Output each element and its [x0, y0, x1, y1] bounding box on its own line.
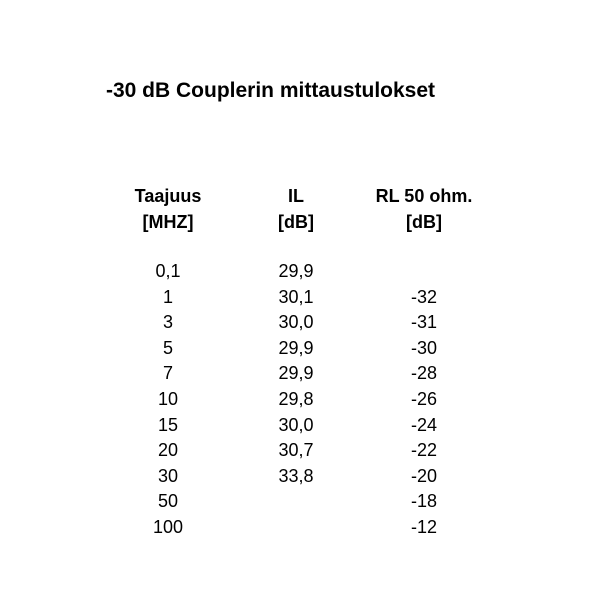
- column-header-frequency: Taajuus: [134, 186, 202, 206]
- cell-rl: -28: [410, 363, 437, 384]
- cell-rl: -20: [410, 465, 437, 486]
- cell-il: 29,8: [278, 389, 314, 409]
- cell-frequency: 50: [157, 491, 179, 512]
- cell-frequency: 30: [157, 465, 179, 486]
- cell-rl: -12: [410, 517, 437, 537]
- cell-rl: -26: [410, 389, 437, 409]
- cell-frequency: 20: [157, 440, 179, 461]
- cell-il: 30,1: [278, 286, 314, 307]
- cell-frequency: 5: [162, 337, 173, 358]
- cell-il: 30,0: [278, 414, 314, 435]
- cell-frequency: 0,1: [155, 261, 181, 281]
- cell-rl: -32: [410, 286, 437, 307]
- cell-rl: -18: [410, 491, 437, 512]
- cell-il: 29,9: [278, 261, 314, 281]
- cell-il: 30,0: [278, 312, 314, 333]
- cell-rl: -22: [410, 440, 437, 461]
- column-unit-il: [dB]: [278, 212, 314, 232]
- column-header-il: IL: [288, 186, 304, 206]
- cell-il: 29,9: [278, 363, 314, 384]
- cell-rl: -30: [410, 337, 437, 358]
- cell-frequency: 100: [152, 517, 184, 537]
- cell-il: 30,7: [278, 440, 314, 461]
- cell-frequency: 7: [162, 363, 173, 384]
- document-title: -30 dB Couplerin mittaustulokset: [106, 79, 436, 102]
- column-header-rl: RL 50 ohm.: [375, 186, 473, 206]
- cell-rl: -24: [410, 414, 437, 435]
- column-unit-rl: [dB]: [406, 212, 442, 232]
- cell-frequency: 1: [162, 286, 173, 307]
- cell-frequency: 15: [157, 414, 179, 435]
- cell-il: 29,9: [278, 337, 314, 358]
- column-unit-frequency: [MHZ]: [142, 212, 194, 232]
- cell-il: 33,8: [278, 465, 314, 486]
- cell-rl: -31: [410, 312, 437, 333]
- cell-frequency: 10: [157, 389, 179, 409]
- cell-frequency: 3: [162, 312, 173, 333]
